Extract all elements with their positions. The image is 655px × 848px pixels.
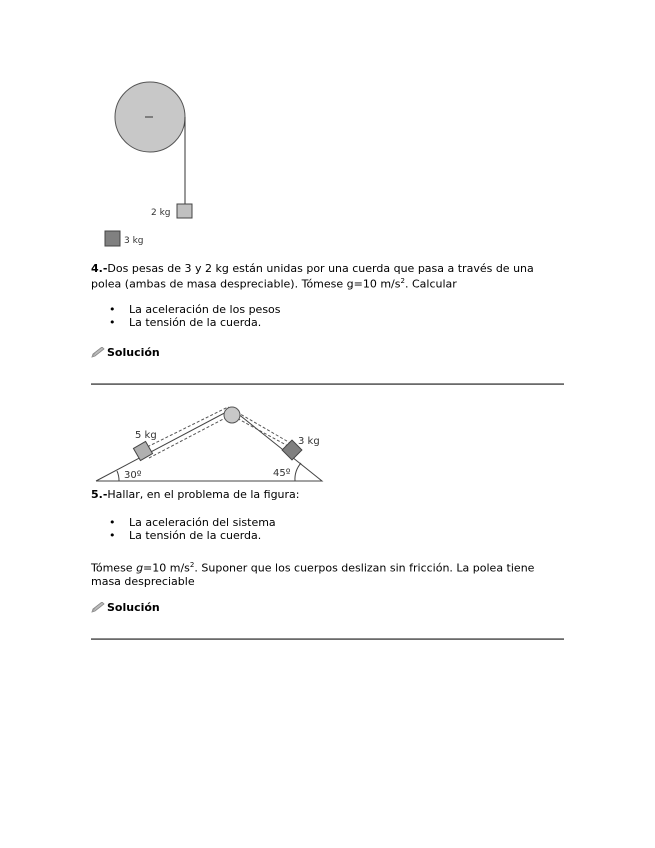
legend-block-label: 3 kg [124,236,144,246]
list-item: • La tensión de la cuerda. [91,316,561,329]
right-angle-label: 45º [273,468,291,479]
problem-5-number: 5.- [91,488,108,501]
pulley-figure [95,78,215,250]
list-item: • La aceleración del sistema [91,516,561,529]
hanging-block [177,204,192,218]
solution-label: Solución [107,601,160,614]
left-angle-label: 30º [124,470,142,481]
problem-5-list [91,516,561,542]
problem-5-statement: 5.-Hallar, en el problema de la figura: [91,488,300,501]
rope [143,407,292,449]
problem-5-note: Tómese g=10 $m/s^2$. Suponer que los cuerpos deslizan sin fricción. La polea tiene masa despreciable [91,561,535,588]
left-angle-arc [117,471,119,481]
pencil-icon [91,347,105,358]
legend-block [105,231,120,246]
right-mass-label: 3 kg [298,436,320,447]
problem-4-number: 4.- [91,262,108,275]
left-mass-label: 5 kg [135,430,157,441]
divider [91,638,564,640]
hanging-block-label: 2 kg [151,208,171,218]
divider [91,383,564,385]
solution-link-5[interactable] [91,601,160,614]
pulley-wheel [224,407,240,423]
right-angle-arc [295,463,301,481]
problem-4-statement: 4.-Dos pesas de 3 y 2 kg están unidas por una cuerda que pasa a través de una polea (ambas de masa despreciable). Tómese g=10 $m/s^2$. Calcular [91,262,534,291]
list-item: • La tensión de la cuerda. [91,529,561,542]
pencil-icon [91,602,105,613]
list-item: • La aceleración de los pesos [91,303,561,316]
problem-4-list [91,303,561,329]
incline-figure [91,400,331,486]
solution-link-4[interactable] [91,346,160,359]
solution-label: Solución [107,346,160,359]
